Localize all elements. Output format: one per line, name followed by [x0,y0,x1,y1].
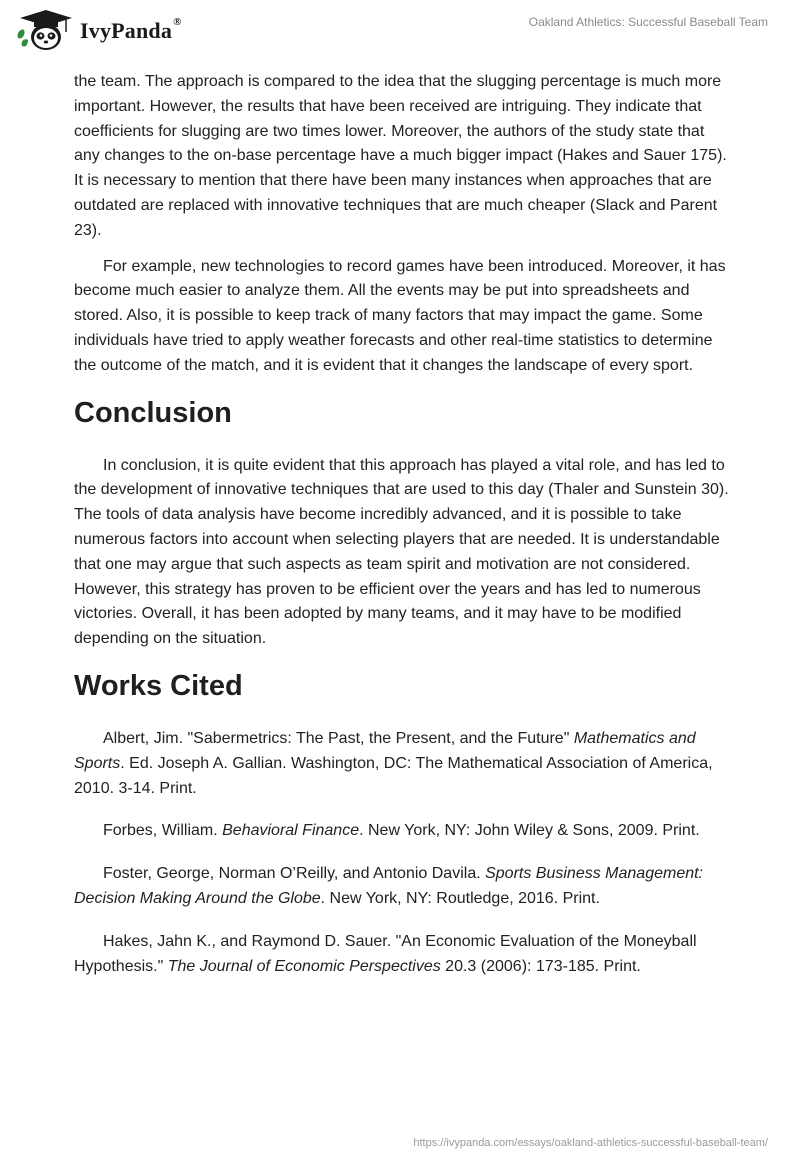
page-header [0,0,800,66]
brand-name[interactable]: IvyPanda® [80,16,182,43]
citation-entry: Albert, Jim. "Sabermetrics: The Past, the Present, and the Future" Mathematics and Sports. Ed. Joseph A. Gallian. Washington, DC: The Mathematical Association of America, 2010. 3-14. Print. [74,729,713,797]
ivypanda-logo-icon[interactable] [14,8,76,52]
citation-entry: Foster, George, Norman O’Reilly, and Antonio Davila. Sports Business Management: Decision Making Around the Globe. New York, NY: Routledge, 2016. Print. [74,865,703,907]
essay-content [74,70,734,997]
paragraph: For example, new technologies to record games have been introduced. Moreover, it has become much easier to analyze them. All the events may be put into spreadsheets and stored. Also, it is possible to keep track of many factors that may impact the game. Some individuals have tried to apply weather forecasts and other real-time statistics to determine the outcome of the match, and it is evident that it changes the landscape of every sport. [74,257,726,374]
works-cited-heading: Works Cited [74,669,243,702]
footer-url[interactable]: https://ivypanda.com/essays/oakland-athletics-successful-baseball-team/ [413,1137,768,1149]
citation-entry: Hakes, Jahn K., and Raymond D. Sauer. "An Economic Evaluation of the Moneyball Hypothesis." The Journal of Economic Perspectives 20.3 (2006): 173-185. Print. [74,932,697,975]
paragraph: the team. The approach is compared to the idea that the slugging percentage is much more important. However, the results that have been received are intriguing. They indicate that coefficients for slugging are two times lower. Moreover, the authors of the study state that any changes to the on-base percentage have a much bigger impact (Hakes and Sauer 175). It is necessary to mention that there have been many instances when approaches that are outdated are replaced with innovative techniques that are much cheaper (Slack and Parent 23). [74,73,727,239]
conclusion-heading: Conclusion [74,396,232,429]
conclusion-paragraph: In conclusion, it is quite evident that this approach has played a vital role, and has led to the development of innovative techniques that are used to this day (Thaler and Sunstein 30). The tools of data analysis have become incredibly advanced, and it is possible to take numerous factors into account when selecting players that are needed. It is understandable that one may argue that such aspects as team spirit and motivation are not considered. However, this strategy has proven to be efficient over the years and has led to numerous victories. Overall, it has been adopted by many teams, and it may have to be modified depending on the situation. [74,456,729,648]
citation-entry: Forbes, William. Behavioral Finance. New York, NY: John Wiley & Sons, 2009. Print. [103,822,700,840]
document-title: Oakland Athletics: Successful Baseball Team [528,15,768,29]
